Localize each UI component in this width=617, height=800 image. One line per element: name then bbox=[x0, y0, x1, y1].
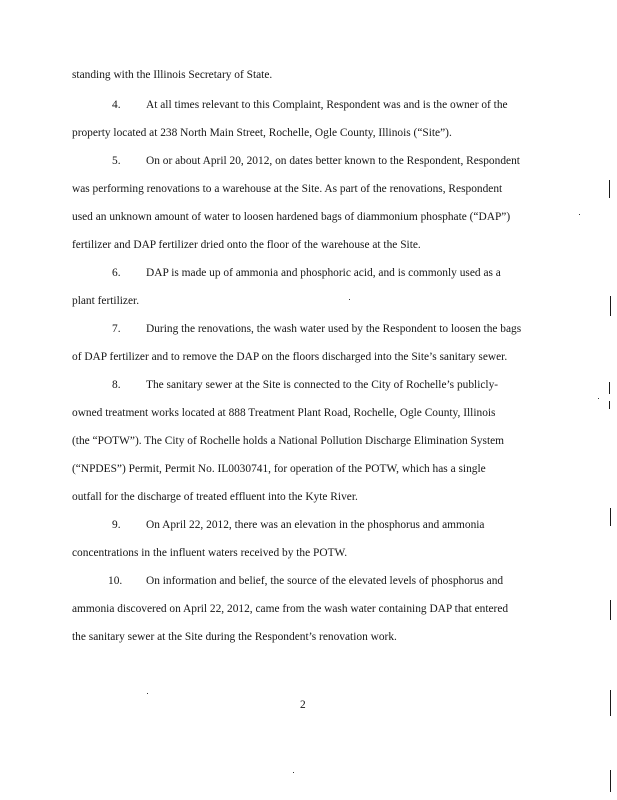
body-line: plant fertilizer. bbox=[72, 295, 140, 307]
paragraph-number: 10. bbox=[108, 575, 123, 587]
body-line: During the renovations, the wash water used by the Respondent to loosen the bags bbox=[146, 323, 522, 335]
paragraph-number: 7. bbox=[112, 323, 121, 335]
body-line: On April 22, 2012, there was an elevation in the phosphorus and ammonia bbox=[146, 519, 485, 531]
body-line: The sanitary sewer at the Site is connected to the City of Rochelle’s publicly- bbox=[146, 379, 499, 391]
body-line: owned treatment works located at 888 Treatment Plant Road, Rochelle, Ogle County, Illinois bbox=[72, 407, 496, 419]
scan-speck bbox=[147, 693, 148, 694]
scan-margin-mark bbox=[610, 770, 611, 792]
scan-margin-mark bbox=[610, 600, 611, 620]
body-line: concentrations in the influent waters received by the POTW. bbox=[72, 547, 348, 559]
body-line: standing with the Illinois Secretary of State. bbox=[72, 69, 273, 81]
body-line: (the “POTW”). The City of Rochelle holds a National Pollution Discharge Elimination System bbox=[72, 435, 505, 447]
paragraph-number: 6. bbox=[112, 267, 121, 279]
body-line: property located at 238 North Main Street, Rochelle, Ogle County, Illinois (“Site”). bbox=[72, 127, 452, 139]
body-line: ammonia discovered on April 22, 2012, came from the wash water containing DAP that entered bbox=[72, 603, 509, 615]
body-line: of DAP fertilizer and to remove the DAP on the floors discharged into the Site’s sanitary sewer. bbox=[72, 351, 508, 363]
body-line: DAP is made up of ammonia and phosphoric acid, and is commonly used as a bbox=[146, 267, 501, 279]
body-line: On or about April 20, 2012, on dates better known to the Respondent, Respondent bbox=[146, 155, 520, 167]
body-line: was performing renovations to a warehouse at the Site. As part of the renovations, Respondent bbox=[72, 183, 503, 195]
scan-speck bbox=[579, 214, 580, 215]
scan-speck bbox=[293, 772, 294, 773]
body-line: fertilizer and DAP fertilizer dried onto the floor of the warehouse at the Site. bbox=[72, 239, 421, 251]
body-line: On information and belief, the source of the elevated levels of phosphorus and bbox=[146, 575, 504, 587]
paragraph-number: 8. bbox=[112, 379, 121, 391]
scan-margin-mark bbox=[609, 180, 610, 198]
scan-margin-mark bbox=[610, 296, 611, 316]
page-number: 2 bbox=[300, 699, 306, 711]
scan-margin-mark bbox=[609, 401, 610, 409]
scan-margin-mark bbox=[609, 382, 610, 394]
scan-speck bbox=[598, 398, 599, 399]
paragraph-number: 4. bbox=[112, 99, 121, 111]
body-line: At all times relevant to this Complaint, Respondent was and is the owner of the bbox=[146, 99, 508, 111]
scan-speck bbox=[349, 299, 350, 300]
paragraph-number: 9. bbox=[112, 519, 121, 531]
body-line: used an unknown amount of water to loosen hardened bags of diammonium phosphate (“DAP”) bbox=[72, 211, 511, 223]
paragraph-number: 5. bbox=[112, 155, 121, 167]
scan-margin-mark bbox=[610, 690, 611, 716]
body-line: the sanitary sewer at the Site during the Respondent’s renovation work. bbox=[72, 631, 397, 643]
body-line: (“NPDES”) Permit, Permit No. IL0030741, for operation of the POTW, which has a single bbox=[72, 463, 486, 475]
scan-margin-mark bbox=[610, 508, 611, 526]
body-line: outfall for the discharge of treated effluent into the Kyte River. bbox=[72, 491, 358, 503]
